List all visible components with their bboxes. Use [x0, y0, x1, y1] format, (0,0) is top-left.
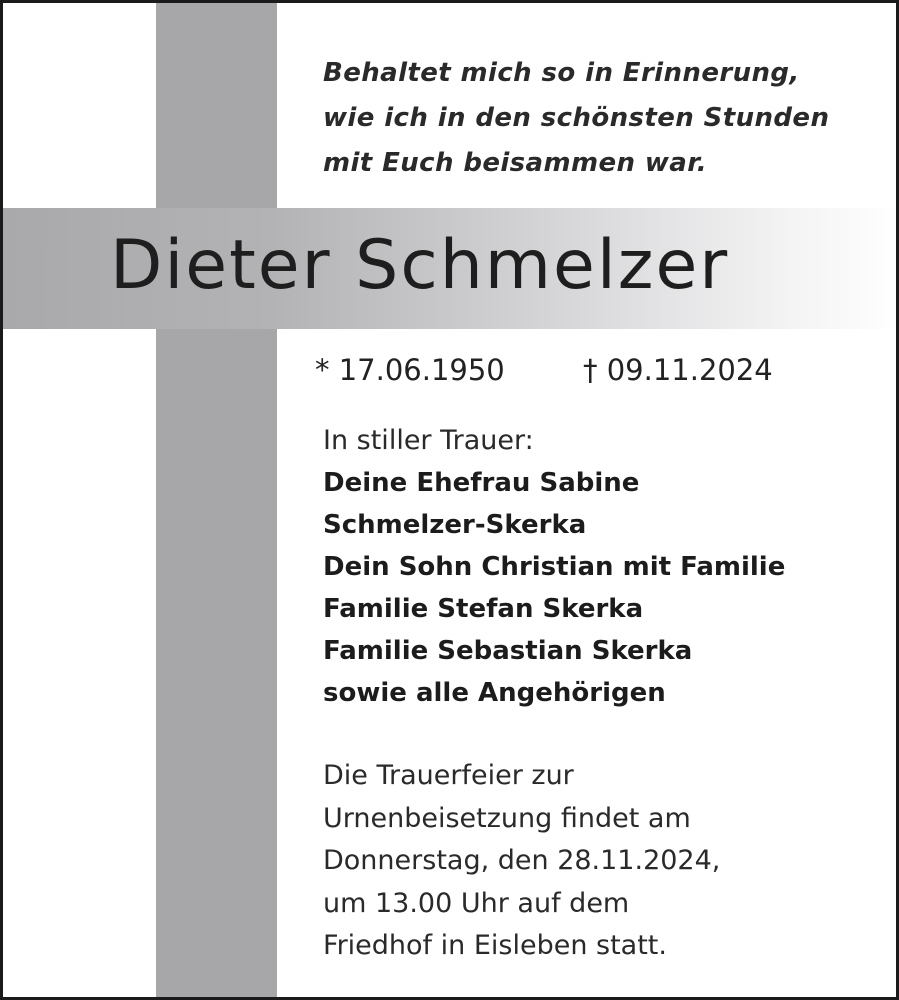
ceremony-line: Friedhof in Eisleben statt.: [323, 930, 667, 961]
mourner-line: Familie Stefan Skerka: [323, 594, 644, 624]
cross-vertical-bar: [156, 3, 277, 1000]
life-dates: [315, 348, 875, 392]
ceremony-line: um 13.00 Uhr auf dem: [323, 887, 630, 919]
ceremony-line: Urnenbeisetzung findet am: [323, 802, 691, 834]
mourner-line: Deine Ehefrau Sabine: [323, 468, 640, 498]
memorial-quote: [323, 51, 883, 186]
mourner-line: sowie alle Angehörigen: [323, 678, 666, 708]
ceremony-line: Donnerstag, den 28.11.2024,: [323, 845, 721, 876]
quote-line: wie ich in den schönsten Stunden: [323, 103, 830, 133]
quote-line: Behaltet mich so in Erinnerung,: [323, 58, 800, 88]
mourner-line: Familie Sebastian Skerka: [323, 636, 693, 666]
deceased-name: Dieter Schmelzer: [110, 226, 730, 305]
mourners-block: [323, 420, 893, 714]
quote-line: mit Euch beisammen war.: [323, 148, 708, 178]
mourner-line: Dein Sohn Christian mit Familie: [323, 552, 786, 582]
ceremony-line: Die Trauerfeier zur: [323, 760, 574, 791]
mourner-line: Schmelzer-Skerka: [323, 510, 587, 540]
ceremony-info: [323, 755, 883, 968]
death-date: † 09.11.2024: [583, 353, 773, 387]
birth-date: * 17.06.1950: [315, 353, 505, 387]
mourners-heading: In stiller Trauer:: [323, 425, 534, 456]
